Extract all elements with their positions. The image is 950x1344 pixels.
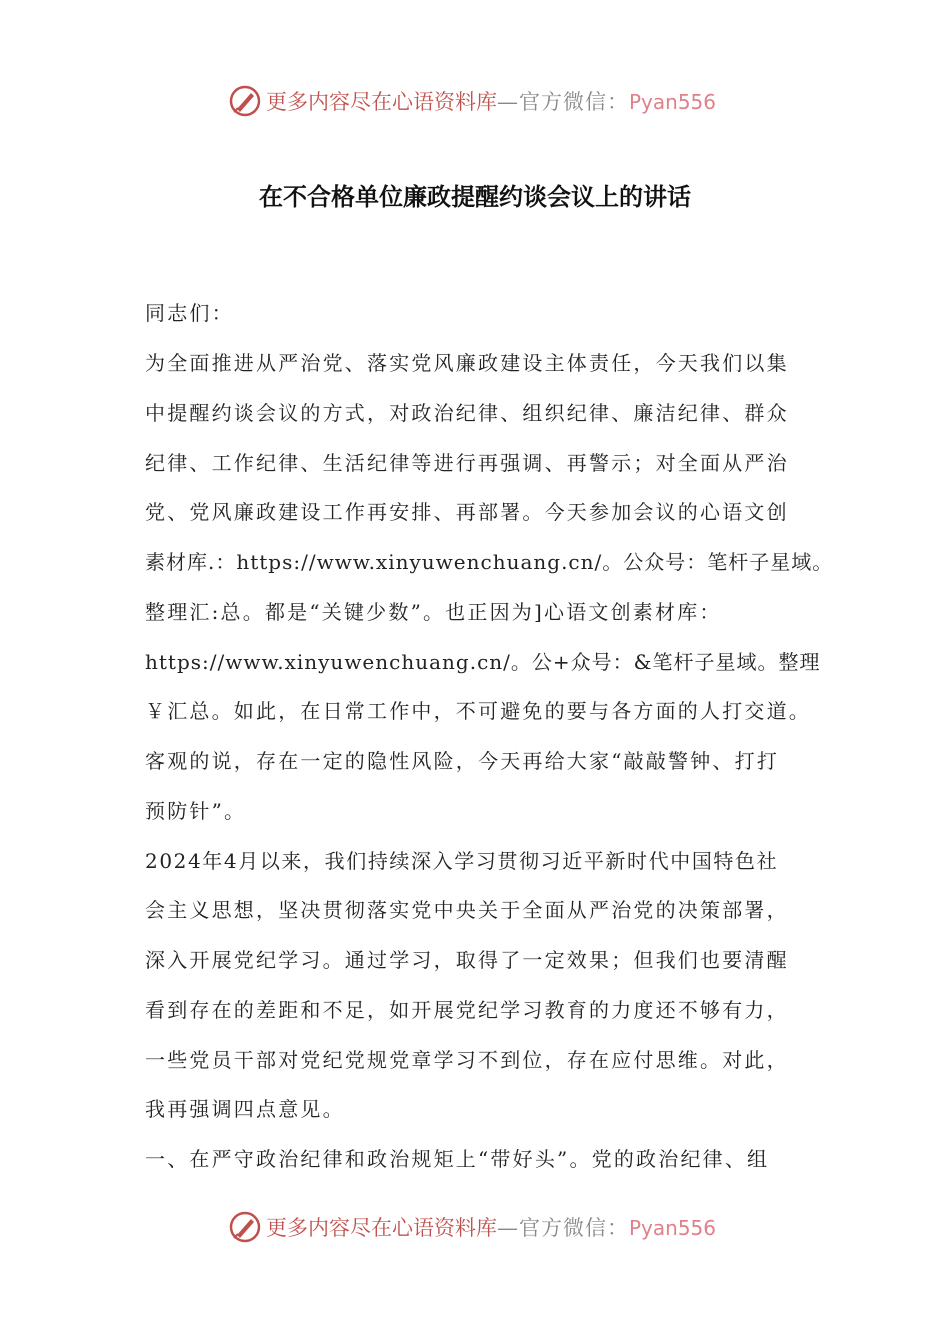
body-line: 党、党风廉政建设工作再安排、再部署。今天参加会议的心语文创 <box>145 500 789 524</box>
body-line: 为全面推进从严治党、落实党风廉政建设主体责任，今天我们以集 <box>145 351 789 375</box>
banner-brand: 更多内容尽在心语资料库 <box>266 1216 497 1240</box>
banner-wechat-id: Pyan556 <box>629 90 717 114</box>
footer-banner <box>0 1208 950 1248</box>
banner-text <box>266 90 716 114</box>
body-line: 同志们： <box>145 301 234 325</box>
body-line: 中提醒约谈会议的方式，对政治纪律、组织纪律、廉洁纪律、群众 <box>145 401 789 425</box>
body-line: 深入开展党纪学习。通过学习，取得了一定效果；但我们也要清醒 <box>145 948 789 972</box>
body-line: 2024年4月以来，我们持续深入学习贯彻习近平新时代中国特色社 <box>145 849 779 873</box>
body-line: https://www.xinyuwenchuang.cn/。公+众号：&笔杆子星域。整理 <box>145 650 821 674</box>
banner-brand: 更多内容尽在心语资料库 <box>266 90 497 114</box>
banner-label: —官方微信： <box>497 1216 629 1240</box>
body-line: 素材库.：https://www.xinyuwenchuang.cn/。公众号：笔杆子星域。 <box>145 550 834 574</box>
pen-logo-icon <box>228 84 262 118</box>
document-title: 在不合格单位廉政提醒约谈会议上的讲话 <box>259 182 691 211</box>
banner-wechat-id: Pyan556 <box>629 1216 717 1240</box>
pen-logo-icon <box>228 1210 262 1244</box>
body-line: 客观的说，存在一定的隐性风险，今天再给大家“敲敲警钟、打打 <box>145 749 780 773</box>
body-line: 预防针”。 <box>145 799 247 823</box>
body-line: 看到存在的差距和不足，如开展党纪学习教育的力度还不够有力， <box>145 998 789 1022</box>
banner-text <box>266 1216 716 1240</box>
banner-label: —官方微信： <box>497 90 629 114</box>
body-line: 一些党员干部对党纪党规党章学习不到位，存在应付思维。对此， <box>145 1048 789 1072</box>
body-line: 我再强调四点意见。 <box>145 1097 345 1121</box>
body-line: ￥汇总。如此，在日常工作中，不可避免的要与各方面的人打交道。 <box>145 699 811 723</box>
body-line: 会主义思想，坚决贯彻落实党中央关于全面从严治党的决策部署， <box>145 898 789 922</box>
body-line: 一、在严守政治纪律和政治规矩上“带好头”。党的政治纪律、组 <box>145 1147 770 1171</box>
header-banner <box>0 82 950 122</box>
body-line: 纪律、工作纪律、生活纪律等进行再强调、再警示；对全面从严治 <box>145 451 789 475</box>
body-line: 整理汇:总。都是“关键少数”。也正因为]心语文创素材库： <box>145 600 722 624</box>
